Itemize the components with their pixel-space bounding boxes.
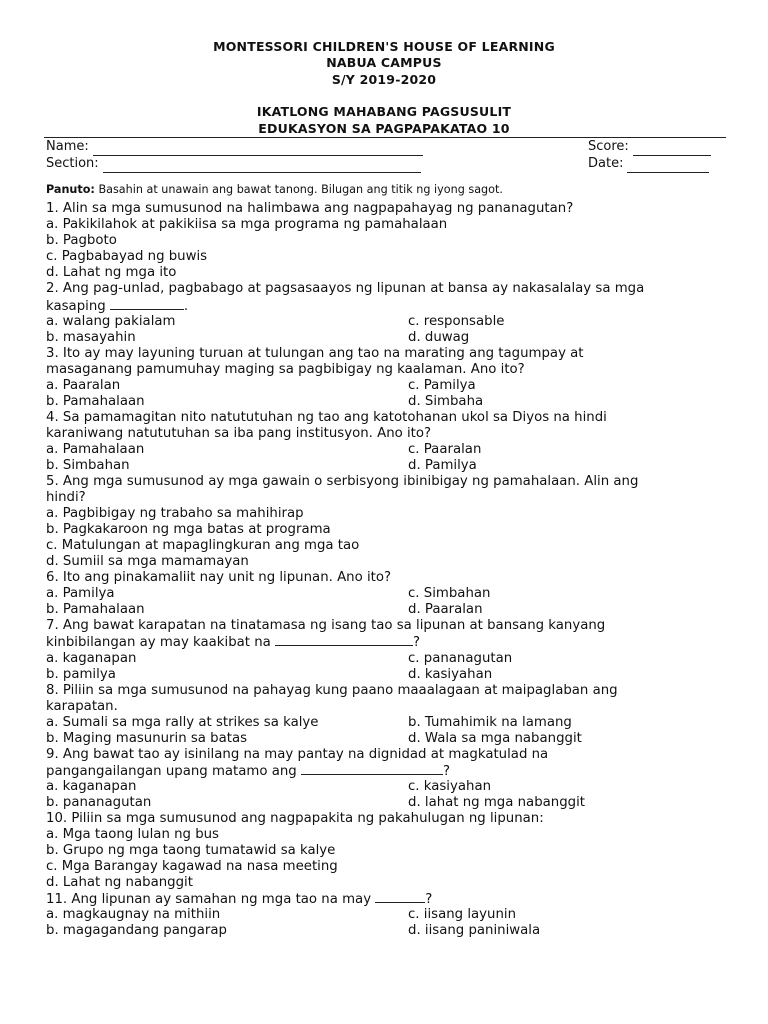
section-label: Section: xyxy=(46,156,99,171)
q6-choice-a[interactable]: a. Pamilya xyxy=(46,586,115,601)
question-1: 1. Alin sa mga sumusunod na halimbawa ang nagpapahayag ng pananagutan? xyxy=(46,201,574,216)
q6-choice-d[interactable]: d. Paaralan xyxy=(408,602,483,617)
q4-choice-a[interactable]: a. Pamahalaan xyxy=(46,442,145,457)
name-field[interactable] xyxy=(46,138,423,156)
score-line[interactable] xyxy=(633,142,711,156)
section-field[interactable] xyxy=(46,155,421,173)
instructions-label: Panuto: xyxy=(46,183,95,196)
q2-text-post: . xyxy=(183,299,189,314)
q11-choice-a[interactable]: a. magkaugnay na mithiin xyxy=(46,907,221,922)
name-line[interactable] xyxy=(93,142,423,156)
q5-choice-c[interactable]: c. Matulungan at mapaglingkuran ang mga tao xyxy=(46,538,360,553)
q2-text-pre: kasaping xyxy=(46,299,110,314)
school-name: MONTESSORI CHILDREN'S HOUSE OF LEARNING xyxy=(213,39,555,54)
q2-choice-c[interactable]: c. responsable xyxy=(408,314,505,329)
question-2-line-1: 2. Ang pag-unlad, pagbabago at pagsasaayos ng lipunan at bansa ay nakasalalay sa mga xyxy=(46,281,645,296)
score-field[interactable] xyxy=(588,138,711,156)
q7-blank xyxy=(275,634,413,646)
question-5-line-1: 5. Ang mga sumusunod ay mga gawain o serbisyong ibinibigay ng pamahalaan. Alin ang xyxy=(46,474,639,489)
question-4-line-2: karaniwang natututuhan sa iba pang institusyon. Ano ito? xyxy=(46,426,432,441)
q11-choice-d[interactable]: d. iisang paniniwala xyxy=(408,923,541,938)
q11-text-pre: 11. Ang lipunan ay samahan ng mga tao na may xyxy=(46,892,376,907)
q9-text-post: ? xyxy=(442,764,451,779)
question-11 xyxy=(46,891,432,907)
q10-choice-d[interactable]: d. Lahat ng nabanggit xyxy=(46,875,193,890)
q7-text-post: ? xyxy=(413,635,421,650)
q9-choice-b[interactable]: b. pananagutan xyxy=(46,795,152,810)
q10-choice-a[interactable]: a. Mga taong lulan ng bus xyxy=(46,827,219,842)
question-9-line-2 xyxy=(46,763,450,779)
q2-blank xyxy=(110,298,184,310)
q11-blank xyxy=(375,891,425,903)
q4-choice-d[interactable]: d. Pamilya xyxy=(408,458,477,473)
instructions-text: Basahin at unawain ang bawat tanong. Bilugan ang titik ng iyong sagot. xyxy=(94,183,503,196)
question-8-line-1: 8. Piliin sa mga sumusunod na pahayag kung paano maaalagaan at maipaglaban ang xyxy=(46,683,618,698)
q1-choice-b[interactable]: b. Pagboto xyxy=(46,233,117,248)
school-year: S/Y 2019-2020 xyxy=(331,72,437,87)
question-10: 10. Piliin sa mga sumusunod ang nagpapakita ng pakahulugan ng lipunan: xyxy=(46,811,544,826)
exam-title: IKATLONG MAHABANG PAGSUSULIT xyxy=(256,104,512,119)
q3-choice-d[interactable]: d. Simbaha xyxy=(408,394,484,409)
q8-choice-d[interactable]: d. Wala sa mga nabanggit xyxy=(408,731,582,746)
question-6: 6. Ito ang pinakamaliit nay unit ng lipunan. Ano ito? xyxy=(46,570,392,585)
question-2-line-2 xyxy=(46,298,188,314)
q3-choice-c[interactable]: c. Pamilya xyxy=(408,378,476,393)
score-label: Score: xyxy=(588,139,629,154)
q10-choice-b[interactable]: b. Grupo ng mga taong tumatawid sa kalye xyxy=(46,843,336,858)
instructions xyxy=(46,183,503,196)
q8-choice-b[interactable]: b. Maging masunurin sa batas xyxy=(46,731,248,746)
q11-choice-b[interactable]: b. magagandang pangarap xyxy=(46,923,227,938)
q2-choice-b[interactable]: b. masayahin xyxy=(46,330,136,345)
q3-choice-a[interactable]: a. Paaralan xyxy=(46,378,121,393)
q9-text-pre: pangangailangan upang matamo ang xyxy=(46,764,301,779)
question-8-line-2: karapatan. xyxy=(46,699,118,714)
question-9-line-1: 9. Ang bawat tao ay isinilang na may pantay na dignidad at magkatulad na xyxy=(46,747,549,762)
q7-choice-d[interactable]: d. kasiyahan xyxy=(408,667,493,682)
q7-text-pre: kinbibilangan ay may kaakibat na xyxy=(46,635,276,650)
name-label: Name: xyxy=(46,139,89,154)
q2-choice-d[interactable]: d. duwag xyxy=(408,330,470,345)
question-3-line-2: masaganang pamumuhay maging sa pagbibigay ng kaalaman. Ano ito? xyxy=(46,362,525,377)
q1-choice-d[interactable]: d. Lahat ng mga ito xyxy=(46,265,177,280)
q5-choice-b[interactable]: b. Pagkakaroon ng mga batas at programa xyxy=(46,522,331,537)
question-7-line-1: 7. Ang bawat karapatan na tinatamasa ng isang tao sa lipunan at bansang kanyang xyxy=(46,618,606,633)
q6-choice-b[interactable]: b. Pamahalaan xyxy=(46,602,145,617)
date-label: Date: xyxy=(588,156,624,171)
q8-choice-c[interactable]: b. Tumahimik na lamang xyxy=(408,715,572,730)
q8-choice-a[interactable]: a. Sumali sa mga rally at strikes sa kalye xyxy=(46,715,319,730)
question-3-line-1: 3. Ito ay may layuning turuan at tulungan ang tao na marating ang tagumpay at xyxy=(46,346,584,361)
date-field[interactable] xyxy=(588,155,709,173)
question-4-line-1: 4. Sa pamamagitan nito natututuhan ng tao ang katotohanan ukol sa Diyos na hindi xyxy=(46,410,607,425)
section-line[interactable] xyxy=(103,159,421,173)
q10-choice-c[interactable]: c. Mga Barangay kagawad na nasa meeting xyxy=(46,859,338,874)
q5-choice-a[interactable]: a. Pagbibigay ng trabaho sa mahihirap xyxy=(46,506,304,521)
date-line[interactable] xyxy=(627,159,709,173)
subject-title: EDUKASYON SA PAGPAPAKATAO 10 xyxy=(258,121,510,136)
q9-blank xyxy=(301,763,443,775)
q1-choice-c[interactable]: c. Pagbabayad ng buwis xyxy=(46,249,208,264)
campus-name: NABUA CAMPUS xyxy=(326,55,442,70)
q1-choice-a[interactable]: a. Pakikilahok at pakikiisa sa mga programa ng pamahalaan xyxy=(46,217,448,232)
q9-choice-a[interactable]: a. kaganapan xyxy=(46,779,137,794)
q4-choice-b[interactable]: b. Simbahan xyxy=(46,458,130,473)
question-5-line-2: hindi? xyxy=(46,490,86,505)
question-7-line-2 xyxy=(46,634,420,650)
q11-choice-c[interactable]: c. iisang layunin xyxy=(408,907,517,922)
q3-choice-b[interactable]: b. Pamahalaan xyxy=(46,394,145,409)
q2-choice-a[interactable]: a. walang pakialam xyxy=(46,314,176,329)
q7-choice-c[interactable]: c. pananagutan xyxy=(408,651,513,666)
q6-choice-c[interactable]: c. Simbahan xyxy=(408,586,491,601)
q9-choice-c[interactable]: c. kasiyahan xyxy=(408,779,492,794)
q9-choice-d[interactable]: d. lahat ng mga nabanggit xyxy=(408,795,585,810)
q7-choice-b[interactable]: b. pamilya xyxy=(46,667,116,682)
q5-choice-d[interactable]: d. Sumiil sa mga mamamayan xyxy=(46,554,249,569)
q4-choice-c[interactable]: c. Paaralan xyxy=(408,442,482,457)
q11-text-post: ? xyxy=(425,892,433,907)
q7-choice-a[interactable]: a. kaganapan xyxy=(46,651,137,666)
